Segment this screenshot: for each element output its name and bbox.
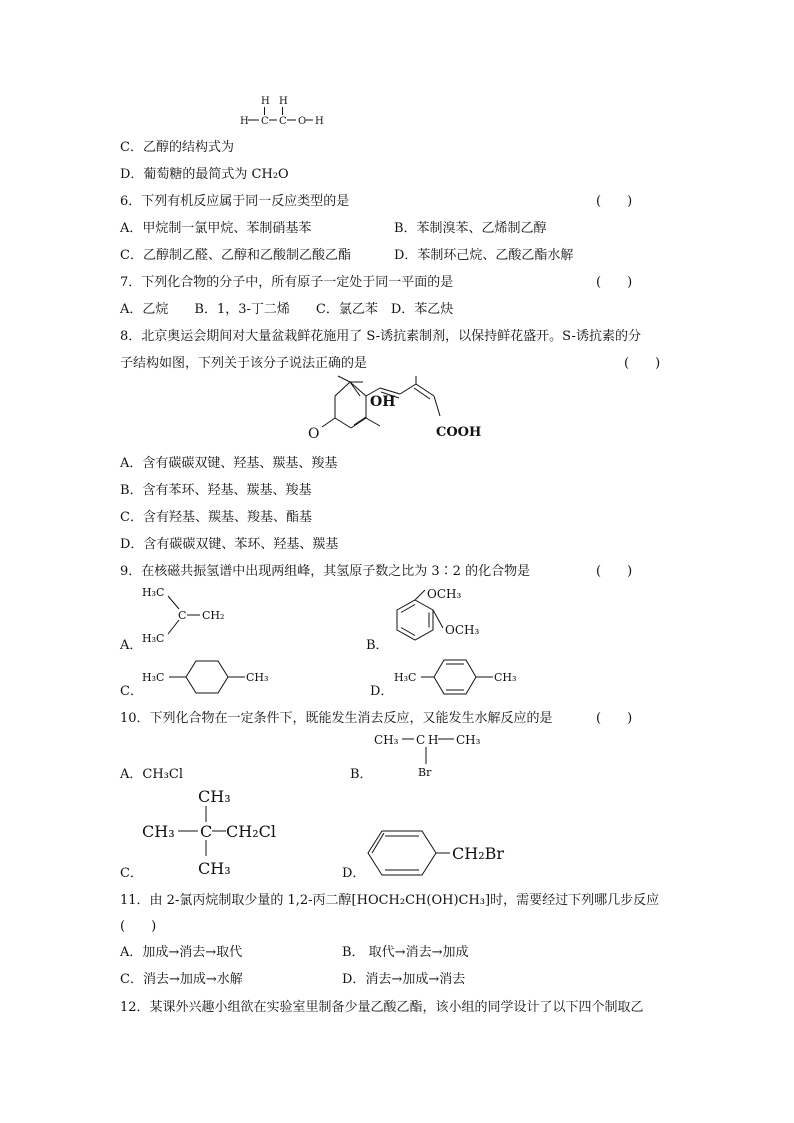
q9-option-c: C．	[120, 684, 143, 699]
q9-b-structure	[385, 584, 505, 654]
q6-option-a: A．甲烷制一氯甲烷、苯制硝基苯	[120, 221, 312, 236]
q10-d-structure	[366, 828, 526, 878]
label-h3c: H₃C	[142, 632, 165, 645]
q10-option-c: C．	[120, 866, 143, 881]
atom-c: C	[261, 116, 269, 127]
q11-stem: 11．由 2-氯丙烷制取少量的 1,2-丙二醇[HOCH₂CH(OH)CH₃]时，需要经过下列哪几步反应	[120, 893, 660, 908]
label-c: C	[178, 609, 187, 622]
q8-option-d: D．含有碳碳双键、苯环、羟基、羰基	[120, 537, 339, 552]
q7-stem: 7．下列化合物的分子中，所有原子一定处于同一平面的是	[120, 275, 454, 290]
q6-option-b: B．苯制溴苯、乙烯制乙醇	[394, 221, 547, 236]
q10-option-b: B．	[350, 767, 373, 782]
label-h3c: H₃C	[142, 671, 165, 684]
q10-option-a: A．CH₃Cl	[120, 767, 183, 782]
q6-option-c: C．乙醇制乙醛、乙醇和乙酸制乙酸乙酯	[120, 248, 351, 263]
label-br: Br	[418, 766, 432, 779]
label-ch2br: CH₂Br	[452, 844, 505, 863]
q10-stem: 10．下列化合物在一定条件下，既能发生消去反应，又能发生水解反应的是	[120, 711, 553, 726]
atom-c: C	[279, 116, 287, 127]
q9-a-structure	[142, 584, 242, 648]
q8-stem-line1: 8．北京奥运会期间对大量盆栽鲜花施用了 S-诱抗素制剂，以保持鲜花盛开。S-诱抗素的分	[120, 329, 641, 344]
q12-stem: 12．某课外兴趣小组欲在实验室里制备少量乙酸乙酯，该小组的同学设计了以下四个制取乙	[120, 1000, 644, 1015]
label-ch3: CH₃	[198, 787, 231, 806]
option-c-ethanol: C．乙醇的结构式为	[120, 140, 234, 155]
option-d-glucose: D．葡萄糖的最简式为 CH₂O	[120, 167, 289, 182]
q11-option-c: C．消去→加成→水解	[120, 972, 243, 987]
q9-option-d: D．	[370, 684, 394, 699]
label-ch3: CH₃	[456, 733, 481, 747]
ethanol-structure	[238, 93, 338, 133]
label-ch3: CH₃	[374, 733, 399, 747]
label-h3c: H₃C	[394, 671, 417, 684]
label-och3: OCH₃	[427, 587, 462, 601]
label-h: H	[428, 733, 439, 747]
label-ch3: CH₃	[246, 671, 269, 684]
q9-option-a: A．	[120, 638, 143, 653]
carboxyl-label: COOH	[436, 425, 482, 440]
label-ch2cl: CH₂Cl	[226, 822, 276, 841]
q9-d-structure	[394, 656, 544, 700]
q6-option-d: D．苯制环己烷、乙酸乙酯水解	[394, 248, 574, 263]
label-c: C	[416, 733, 426, 747]
label-ch3: CH₃	[198, 859, 231, 878]
q10-option-d: D．	[342, 866, 366, 881]
label-c: C	[200, 822, 213, 841]
label-h3c: H₃C	[142, 586, 165, 599]
q8-option-c: C．含有羟基、羰基、羧基、酯基	[120, 510, 312, 525]
atom-o: O	[298, 116, 307, 127]
q8-option-a: A．含有碳碳双键、羟基、羰基、羧基	[120, 456, 338, 471]
label-ch3: CH₃	[494, 671, 517, 684]
q11-option-b: B． 取代→消去→加成	[342, 945, 469, 960]
q11-option-a: A．加成→消去→取代	[120, 945, 243, 960]
q8-answer-paren: ( )	[624, 356, 661, 371]
ketone-o: O	[308, 426, 320, 442]
atom-h: H	[261, 96, 270, 107]
q10-b-structure	[374, 730, 494, 778]
atom-h: H	[240, 116, 249, 127]
q6-stem: 6．下列有机反应属于同一反应类型的是	[120, 194, 350, 209]
q10-c-structure	[142, 784, 292, 880]
atom-h: H	[315, 116, 324, 127]
q11-answer-paren: ( )	[120, 919, 157, 934]
label-ch2: CH₂	[202, 609, 225, 622]
q8-stem-line2: 子结构如图，下列关于该分子说法正确的是	[120, 356, 368, 371]
q10-answer-paren: ( )	[596, 711, 633, 726]
q6-answer-paren: ( )	[596, 194, 633, 209]
q8-option-b: B．含有苯环、羟基、羰基、羧基	[120, 483, 312, 498]
q11-option-d: D．消去→加成→消去	[342, 972, 466, 987]
q7-options: A．乙烷 B．1，3-丁二烯 C．氯乙苯 D．苯乙炔	[120, 302, 454, 317]
q9-c-structure	[142, 656, 292, 700]
q9-stem: 9．在核磁共振氢谱中出现两组峰，其氢原子数之比为 3∶2 的化合物是	[120, 564, 531, 579]
hydroxyl-label: OH	[370, 394, 396, 410]
q9-answer-paren: ( )	[596, 564, 633, 579]
q7-answer-paren: ( )	[596, 275, 633, 290]
q9-option-b: B．	[366, 638, 389, 653]
atom-h: H	[279, 96, 288, 107]
s-abscisic-acid-structure	[308, 374, 498, 446]
label-ch3: CH₃	[142, 822, 175, 841]
label-och3: OCH₃	[445, 623, 480, 637]
